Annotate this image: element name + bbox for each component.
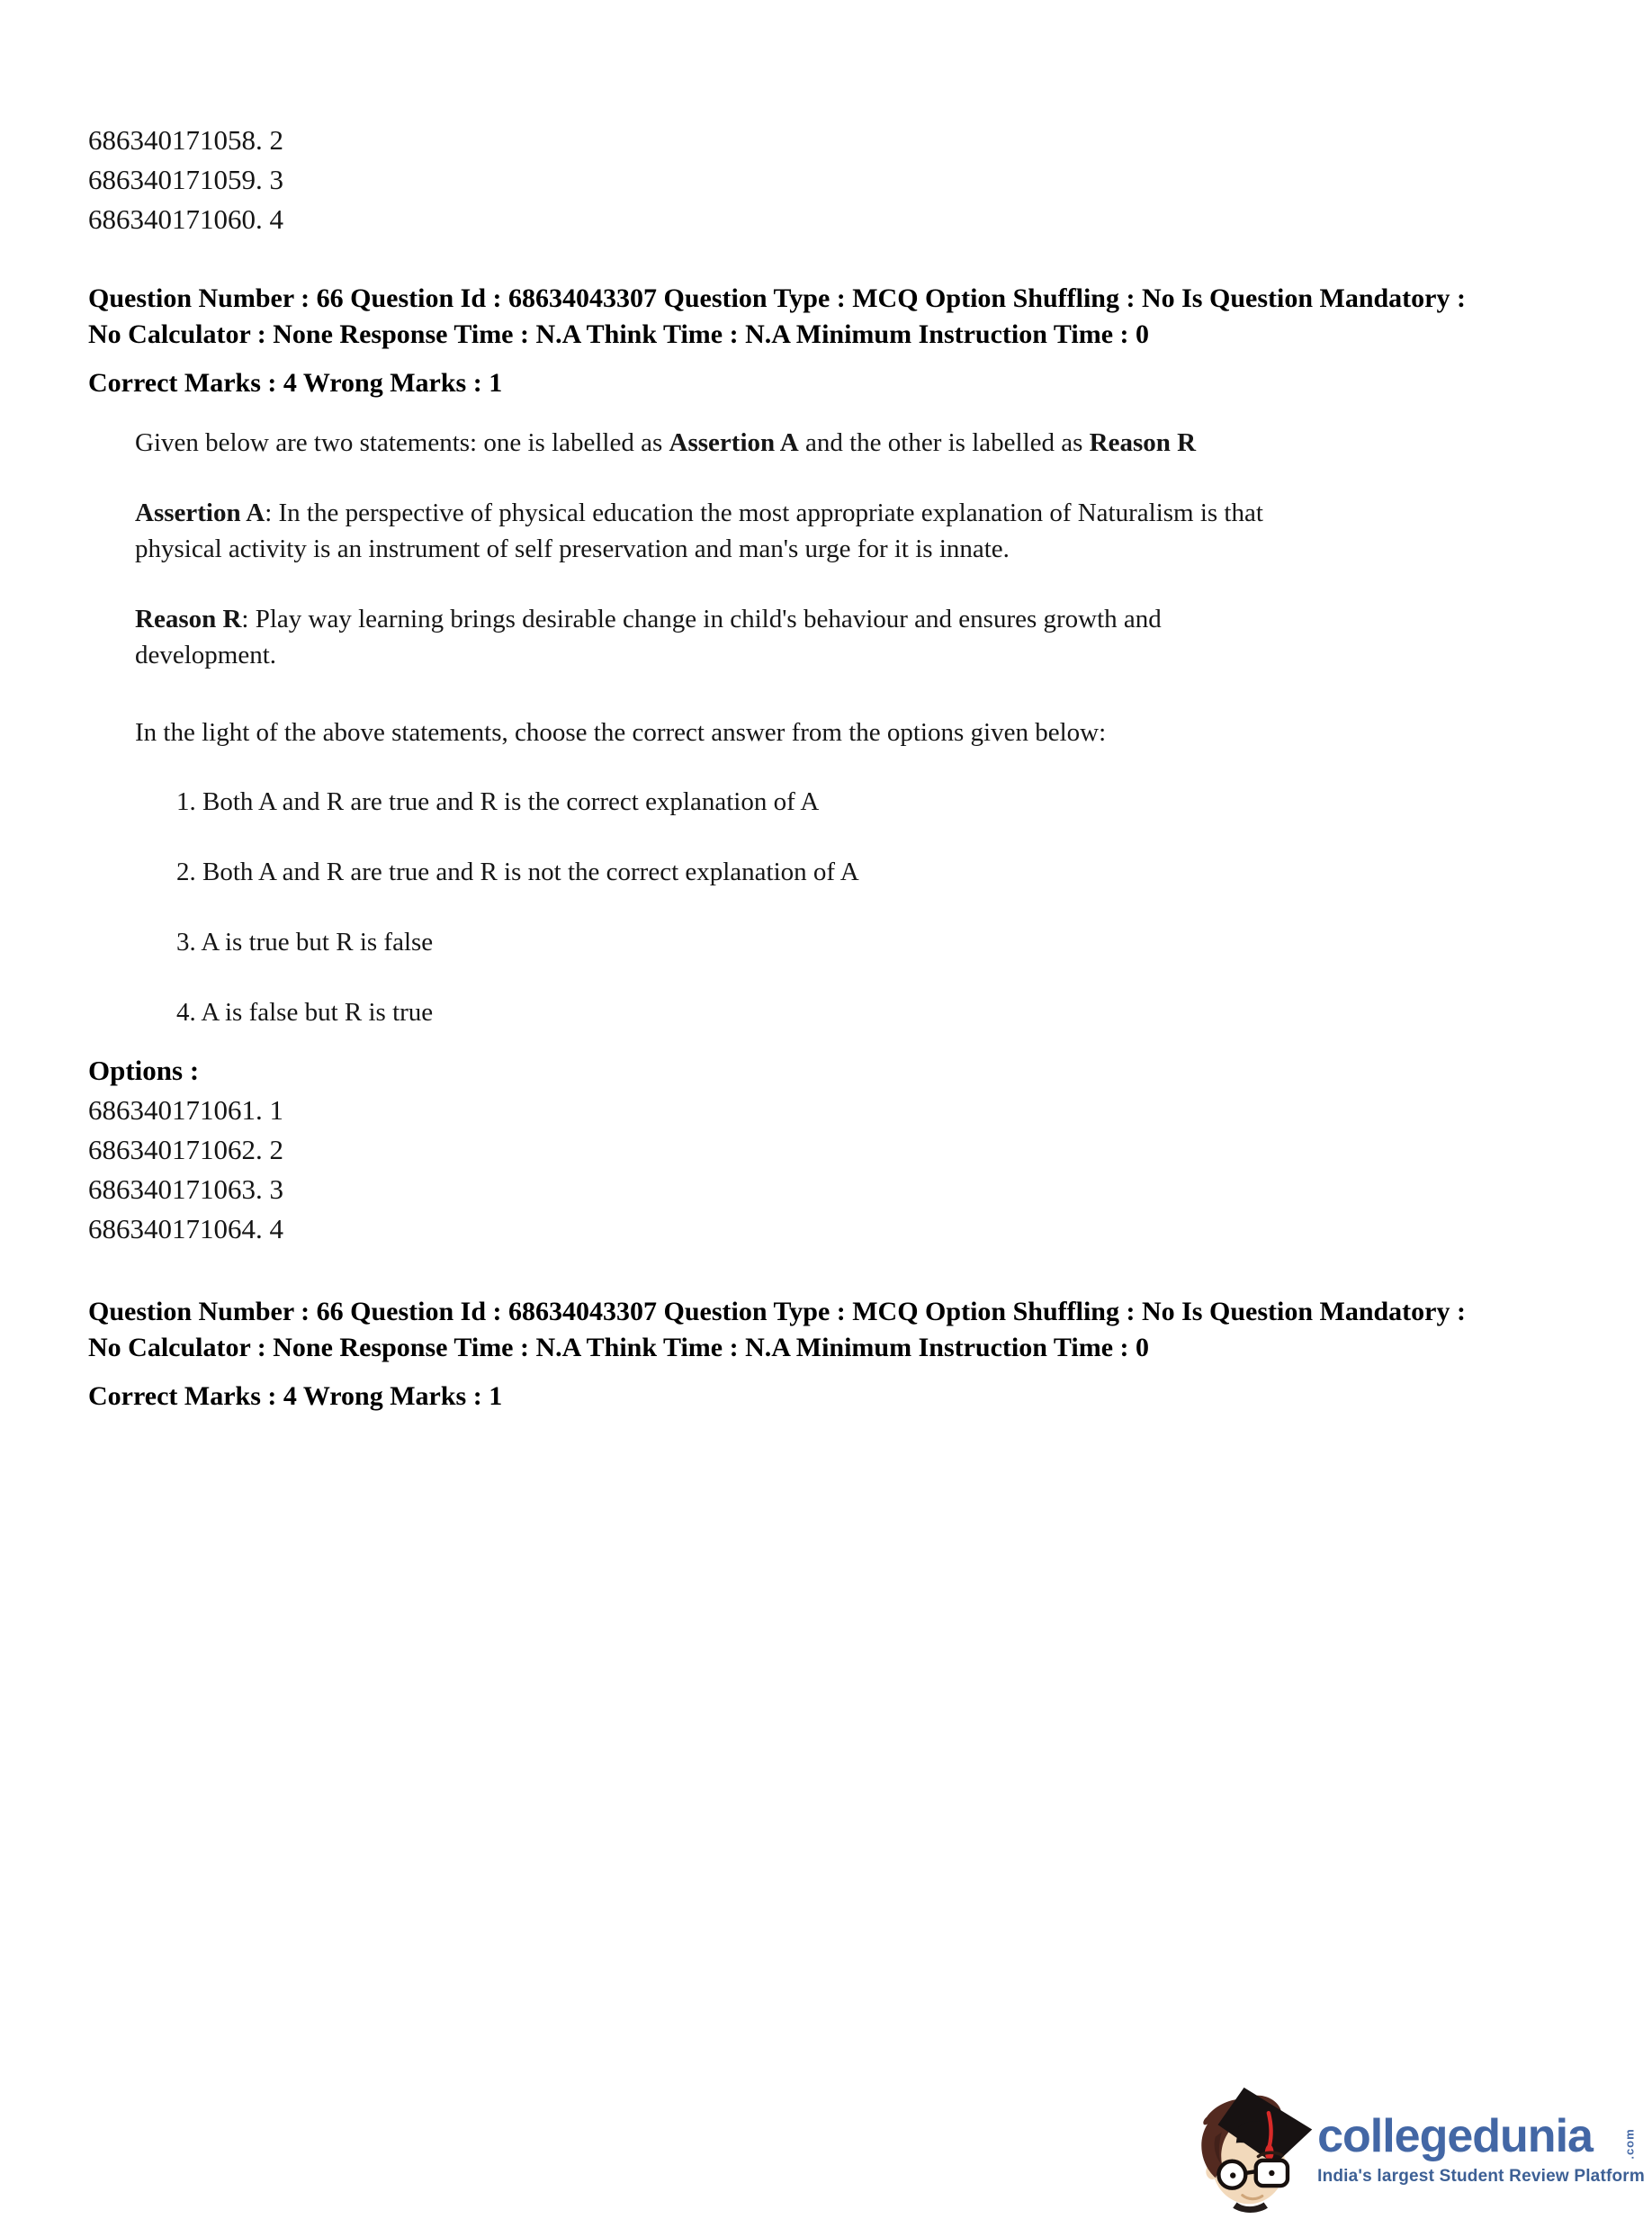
question-prompt: In the light of the above statements, choose the correct answer from the options given below: <box>135 718 1107 747</box>
option-id-row: 686340171061. 1 <box>88 1094 283 1126</box>
collegedunia-logo <box>1195 2084 1645 2215</box>
metadata-line: No Calculator : None Response Time : N.A Think Time : N.A Minimum Instruction Time : 0 <box>88 319 1149 349</box>
option-id-row: 686340171059. 3 <box>88 164 283 195</box>
logo-text <box>1317 2110 1645 2187</box>
metadata-line: Question Number : 66 Question Id : 68634043307 Question Type : MCQ Option Shuffling : No Is Question Mandatory : <box>88 283 1466 313</box>
assertion-paragraph <box>135 495 1593 567</box>
assertion-label: Assertion A <box>135 499 265 527</box>
brand-tagline: India's largest Student Review Platform <box>1317 2167 1645 2186</box>
choice-list <box>135 784 1593 1030</box>
reason-text: development. <box>135 641 277 669</box>
option-id-row: 686340171063. 3 <box>88 1173 283 1205</box>
assertion-text: : In the perspective of physical education the most appropriate explanation of Naturalism is that <box>265 499 1263 527</box>
options-label: Options : <box>88 1055 200 1086</box>
metadata-line: Question Number : 66 Question Id : 68634043307 Question Type : MCQ Option Shuffling : No Is Question Mandatory : <box>88 1297 1466 1326</box>
choice-4: 4. A is false but R is true <box>176 998 434 1027</box>
collegedunia-mascot-icon <box>1195 2084 1314 2215</box>
intro-text: Given below are two statements: one is labelled as <box>135 428 669 457</box>
reason-paragraph <box>135 601 1593 673</box>
assertion-text: physical activity is an instrument of self preservation and man's urge for it is innate. <box>135 535 1010 563</box>
reason-ref: Reason R <box>1089 428 1197 457</box>
choice-2: 2. Both A and R are true and R is not the correct explanation of A <box>176 858 859 886</box>
option-id-row: 686340171060. 4 <box>88 203 283 235</box>
reason-text: : Play way learning brings desirable change in child's behaviour and ensures growth and <box>241 605 1162 633</box>
question-body <box>135 425 1593 1065</box>
choice-3: 3. A is true but R is false <box>176 928 434 957</box>
marks-line: Correct Marks : 4 Wrong Marks : 1 <box>88 1381 503 1411</box>
question-metadata-block <box>88 281 1618 401</box>
choice-1: 1. Both A and R are true and R is the correct explanation of A <box>176 787 820 816</box>
previous-question-option-ids <box>88 121 283 239</box>
assertion-ref: Assertion A <box>669 428 799 457</box>
brand-wordmark: collegedunia <box>1317 2110 1593 2162</box>
metadata-line: No Calculator : None Response Time : N.A Think Time : N.A Minimum Instruction Time : 0 <box>88 1333 1149 1362</box>
brand-tld: .com <box>1622 2128 1637 2160</box>
marks-line: Correct Marks : 4 Wrong Marks : 1 <box>88 368 503 398</box>
option-id-row: 686340171064. 4 <box>88 1213 283 1244</box>
reason-label: Reason R <box>135 605 242 633</box>
question-intro <box>135 425 1593 461</box>
option-id-row: 686340171058. 2 <box>88 124 283 156</box>
intro-text: and the other is labelled as <box>798 428 1090 457</box>
question-metadata-block-repeat <box>88 1294 1618 1415</box>
options-id-block <box>88 1051 283 1249</box>
option-id-row: 686340171062. 2 <box>88 1134 283 1165</box>
